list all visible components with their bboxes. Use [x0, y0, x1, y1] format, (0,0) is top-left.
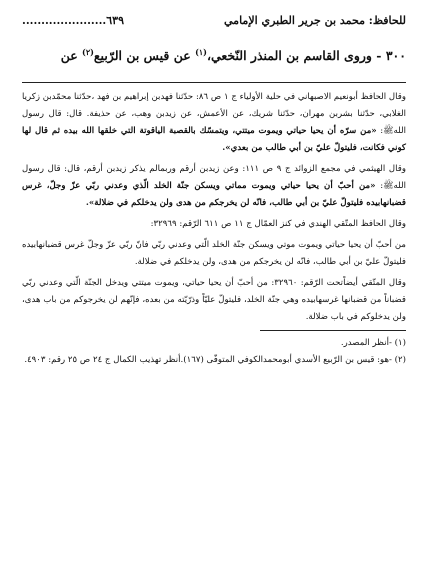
- footnote-ref-2: (٢): [82, 47, 94, 57]
- title-text-3: عن: [60, 48, 83, 64]
- paragraph-haythami-text: وقال الهيثمي في مجمع الزوائد ج ٩ ص ١١١: وعن زيدبن أرقم وربمالم يذكر زيدبن أرقم، قال: قال رسول اللهﷺ:: [22, 164, 407, 192]
- running-title: للحافظ: محمد بن جرير الطبري الإمامي: [224, 14, 406, 27]
- title-text-1: ٣٠٠ - وروى القاسم بن المنذر النّخعي،: [206, 48, 406, 64]
- separator-rule: [22, 82, 406, 83]
- paragraph-kanz-quote: من أحبّ أن يحيا حياتي ويموت موتي ويسكن جنّة الخلد الّتي وعدني ربّي فانّ ربّي عزّ وجلّ غرس قضبانهابيده فليتولّ عليّ بن أبي طالب، فانّه لن يخرجكم من هدى، ولن يدخلكم في ضلالة.: [22, 240, 406, 268]
- paragraph-kanz-intro: وقال الحافظ المتّقي الهندي في كنز العمّال ج ١١ ص ٦١١ الرّقم: ٣٢٩٦٩:: [150, 219, 406, 230]
- footnote-2: (٢) -هو: قيس بن الرّبيع الأسدي أبومحمدالكوفي المتوفّى (١٦٧).أنظر تهذيب الكمال ج ٢٤ ص ٢٥ رقم: ٤٩٠٣.: [24, 355, 406, 366]
- paragraph-haythami: [22, 161, 406, 212]
- paragraph-hilya: [22, 89, 406, 157]
- footnote-separator: [260, 330, 406, 331]
- section-title: [22, 42, 406, 66]
- footnote-ref-1: (١): [195, 47, 207, 57]
- paragraph-muttaqi: وقال المتّقي أيضاًتحت الرّقم: ٣٢٩٦٠: من أحبّ أن يحيا حياتي، ويموت ميتتي ويدخل الجنّة الّتي وعدني ربّي قضباناً من قضبانها غرسهابيده وهي جنّة الخلد، فليتولّ عليّاً وذرّيّته من بعده، فإنّهم لن يخرجوكم من باب هدى، ولن يدخلوكم في باب ضلالة.: [22, 278, 406, 323]
- paragraph-hilya-quote: «من سرّه أن يحيا حياتي ويموت ميتتي، ويتمسّك بالقصبة الياقوتة التي خلقها الله بيده ثم قال لها كوني فكانت، فليتولّ عليّ بن أبي طالب من بعدي».: [22, 126, 406, 154]
- paragraph-hilya-text: وقال الحافظ أبونعيم الاصبهاني في حلية الأولياء ج ١ ص ٨٦: حدّثنا فهدبن إبراهيم بن فهد ،حدّثنا محمّدبن زكريا الغلابي، حدّثنا بشربن مهران، حدّثنا شريك، عن الأعمش، عن زيدبن وهب، عن حذيفة. قال: قال رسول اللهﷺ:: [22, 92, 407, 137]
- page-number: ......................٦٣٩: [22, 14, 124, 27]
- title-text-2: عن قيس بن الرّبيع: [93, 48, 196, 64]
- footnote-1: (١) -أنظر المصدر.: [340, 338, 406, 349]
- running-header: [22, 12, 406, 30]
- paragraph-haythami-quote: «من أحبّ أن يحيا حياتي ويموت مماتي ويسكن جنّة الخلد الّذي وعدني ربّي عزّ وجلّ، غرس قضبانهابيده فليتولّ عليّ بن أبي طالب، فانّه لن يخرجكم من هدى ولن يدخلكم في ضلالة».: [22, 181, 406, 209]
